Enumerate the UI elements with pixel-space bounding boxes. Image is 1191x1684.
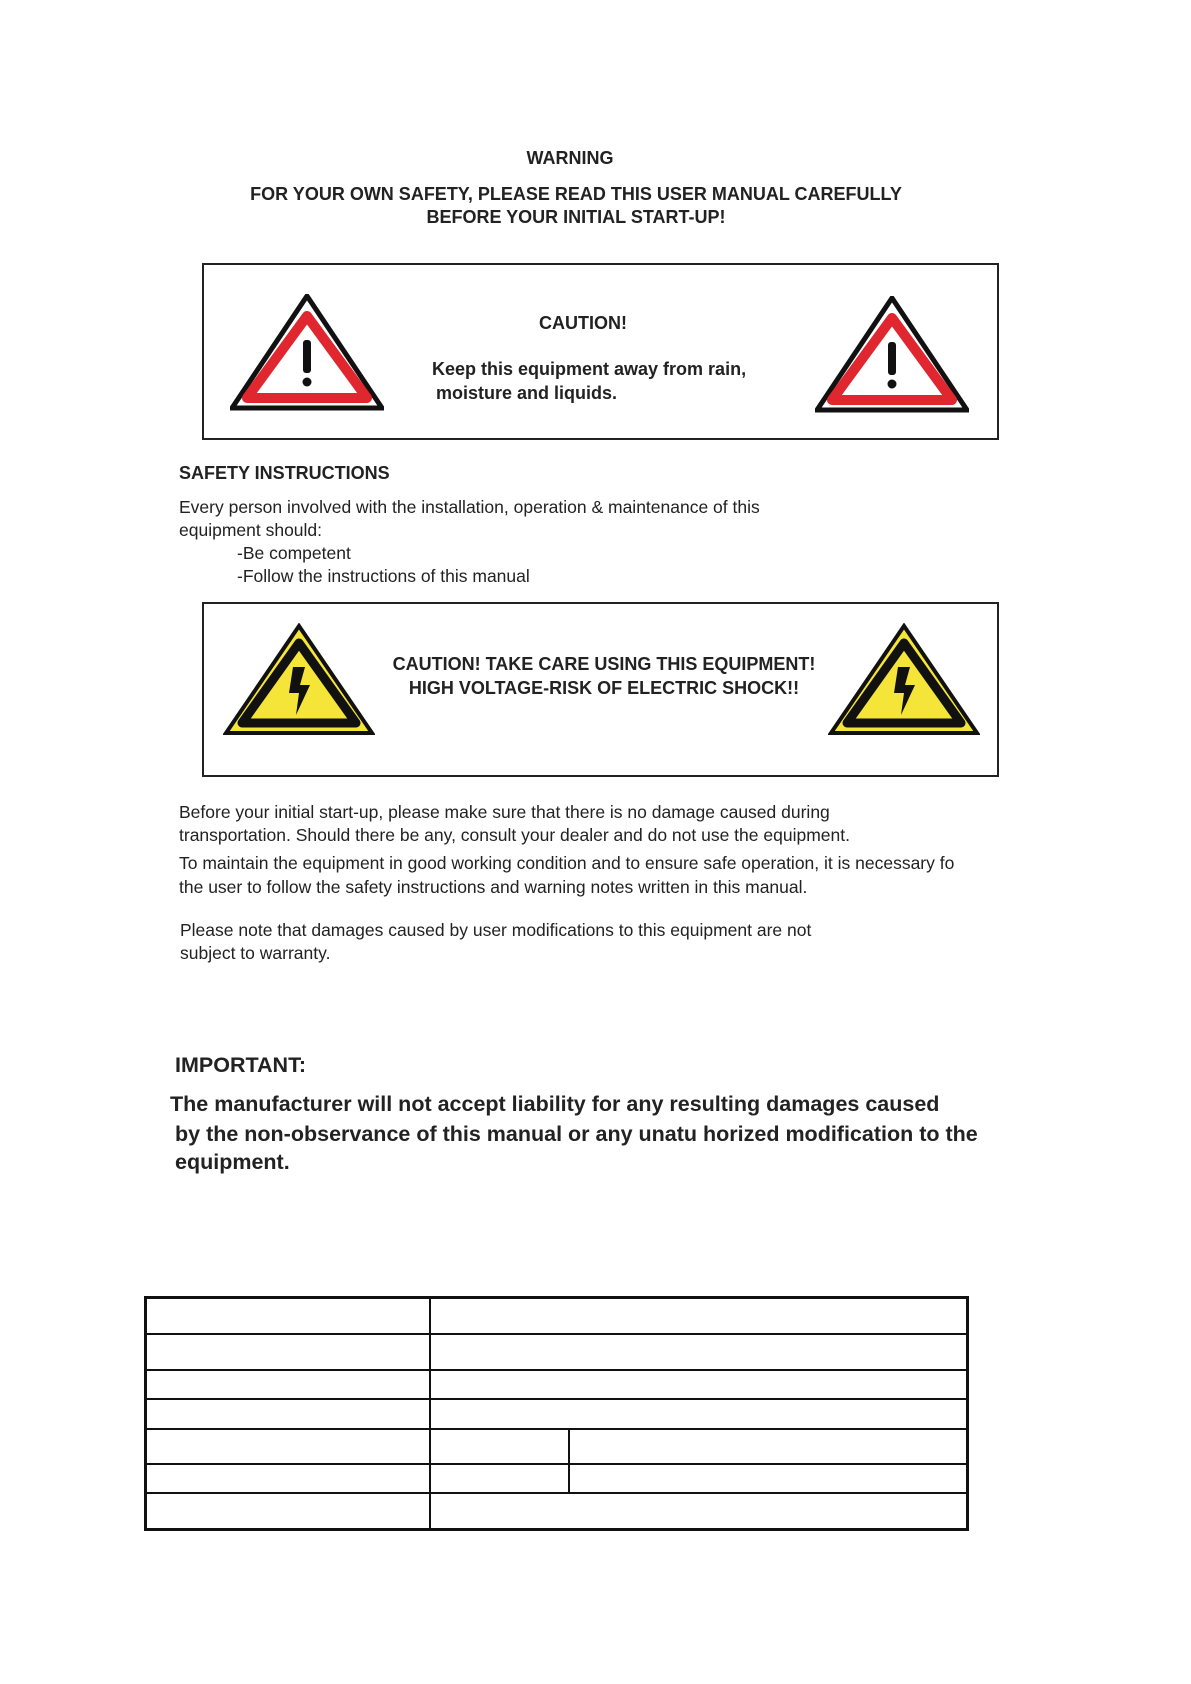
table-cell bbox=[569, 1429, 968, 1464]
table-cell bbox=[146, 1493, 431, 1530]
safety-line-1: Every person involved with the installation, operation & maintenance of this bbox=[179, 497, 760, 517]
paragraph-line: To maintain the equipment in good working condition and to ensure safe operation, it is necessary fo bbox=[179, 853, 955, 873]
important-line-1: The manufacturer will not accept liability for any resulting damages caused bbox=[170, 1092, 940, 1116]
safety-heading: SAFETY INSTRUCTIONS bbox=[179, 463, 390, 483]
table-cell bbox=[430, 1370, 968, 1399]
voltage-line-2: HIGH VOLTAGE-RISK OF ELECTRIC SHOCK!! bbox=[408, 678, 800, 698]
table-cell bbox=[146, 1399, 431, 1429]
table-cell bbox=[430, 1493, 968, 1530]
table-cell bbox=[430, 1334, 968, 1370]
table-cell bbox=[146, 1334, 431, 1370]
high-voltage-icon bbox=[223, 623, 375, 737]
table-cell bbox=[430, 1399, 968, 1429]
paragraph-line: Please note that damages caused by user modifications to this equipment are not bbox=[180, 920, 812, 940]
warning-triangle-icon bbox=[815, 296, 969, 413]
warning-title: WARNING bbox=[526, 148, 614, 168]
caution-title: CAUTION! bbox=[539, 313, 627, 333]
table-cell bbox=[430, 1429, 569, 1464]
warning-triangle-icon bbox=[230, 294, 384, 411]
paragraph-line: transportation. Should there be any, consult your dealer and do not use the equipment. bbox=[179, 825, 850, 845]
table-cell bbox=[430, 1298, 968, 1334]
high-voltage-icon bbox=[828, 623, 980, 737]
table-cell bbox=[146, 1370, 431, 1399]
warning-line-2: BEFORE YOUR INITIAL START-UP! bbox=[426, 207, 726, 227]
important-heading: IMPORTANT: bbox=[175, 1053, 306, 1077]
safety-item: -Be competent bbox=[237, 543, 351, 563]
table-cell bbox=[146, 1298, 431, 1334]
safety-line-2: equipment should: bbox=[179, 520, 323, 540]
caution-line-1: Keep this equipment away from rain, bbox=[432, 359, 747, 379]
paragraph-line: Before your initial start-up, please make sure that there is no damage caused during bbox=[179, 802, 830, 822]
paragraph-line: the user to follow the safety instructions and warning notes written in this manual. bbox=[179, 877, 808, 897]
caution-line-2: moisture and liquids. bbox=[436, 383, 618, 403]
important-line-2: by the non-observance of this manual or any unatu horized modification to the bbox=[175, 1122, 978, 1146]
safety-item: -Follow the instructions of this manual bbox=[237, 566, 530, 586]
table-cell bbox=[146, 1464, 431, 1493]
table-cell bbox=[569, 1464, 968, 1493]
table-cell bbox=[430, 1464, 569, 1493]
paragraph-line: subject to warranty. bbox=[180, 943, 331, 963]
blank-info-table bbox=[144, 1296, 969, 1531]
warning-line-1: FOR YOUR OWN SAFETY, PLEASE READ THIS USER MANUAL CAREFULLY bbox=[250, 184, 902, 204]
voltage-line-1: CAUTION! TAKE CARE USING THIS EQUIPMENT! bbox=[392, 654, 816, 674]
table-cell bbox=[146, 1429, 431, 1464]
important-line-3: equipment. bbox=[175, 1150, 290, 1174]
